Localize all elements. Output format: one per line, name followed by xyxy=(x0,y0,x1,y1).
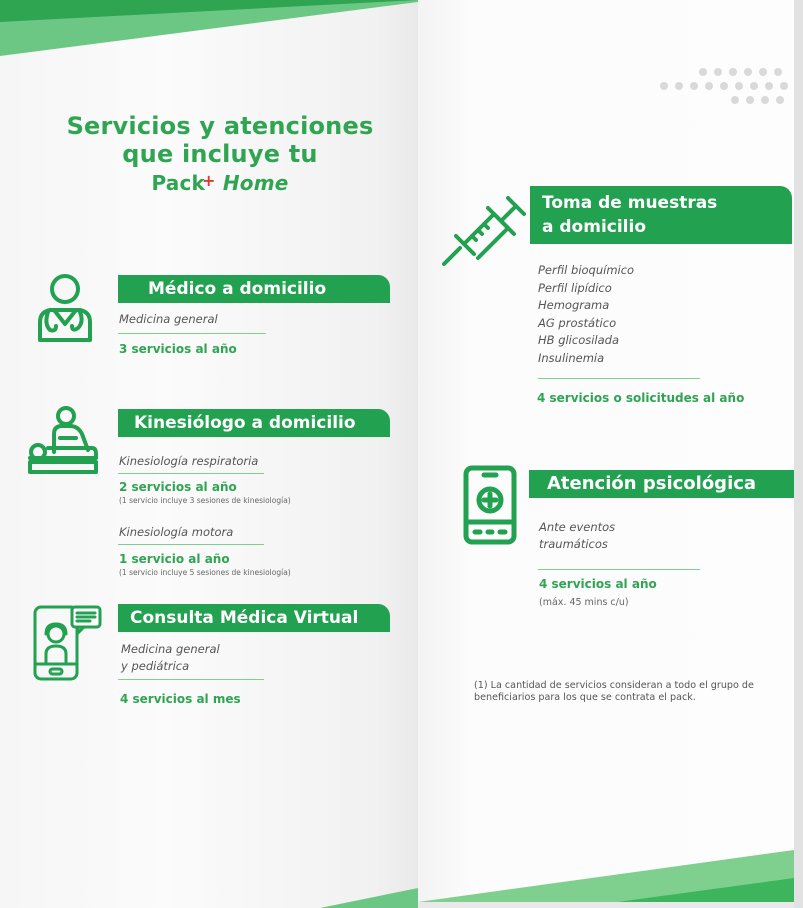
footnote: (1) La cantidad de servicios consideran a todo el grupo de beneficiarios para los que se contrata el pack. xyxy=(474,680,754,703)
title-line-1: Servicios y atenciones xyxy=(66,112,374,140)
test-item: Insulinemia xyxy=(538,350,605,365)
divider xyxy=(538,378,700,379)
top-green-band-decoration xyxy=(0,0,418,60)
divider xyxy=(118,473,264,474)
brand-logo xyxy=(40,168,400,198)
count-psicologica: 4 servicios al año xyxy=(539,577,657,591)
test-item: HB glicosilada xyxy=(538,333,620,347)
subtitle-medicina-general: Medicina general xyxy=(119,312,218,326)
divider xyxy=(118,679,264,680)
test-item: Perfil lipídico xyxy=(538,280,612,295)
banner-line-2: a domicilio xyxy=(542,217,647,237)
brand-home: Home xyxy=(222,171,289,195)
service-banner-kinesiologo: Kinesiólogo a domicilio xyxy=(118,409,390,437)
test-item: Hemograma xyxy=(538,298,610,312)
banner-line-1: Toma de muestras xyxy=(542,193,718,213)
subtitle-medicina-general-pediatrica xyxy=(121,641,220,675)
subtitle-kinesiologia-motora: Kinesiología motora xyxy=(119,525,234,539)
doctor-icon xyxy=(34,272,96,344)
count-kinesiologia-motora: 1 servicio al año xyxy=(119,552,230,566)
divider xyxy=(538,569,700,570)
subtitle-line-2: traumáticos xyxy=(539,537,608,551)
medical-app-phone-icon xyxy=(462,464,518,546)
page-edge xyxy=(794,0,803,908)
count-medico: 3 servicios al año xyxy=(119,342,237,356)
tests-list xyxy=(538,262,634,367)
test-item: Perfil bioquímico xyxy=(538,263,635,277)
count-toma-muestras: 4 servicios o solicitudes al año xyxy=(537,391,745,405)
brand-pack: Pack xyxy=(151,171,206,195)
service-banner-toma-muestras xyxy=(530,186,792,244)
subtitle-line-2: y pediátrica xyxy=(121,659,190,673)
subtitle-line-1: Ante eventos xyxy=(539,520,616,534)
right-panel xyxy=(418,0,794,908)
page-title xyxy=(40,112,400,198)
bottom-green-band-decoration xyxy=(418,850,794,908)
note-psicologica: (máx. 45 mins c/u) xyxy=(539,597,629,608)
subtitle-line-1: Medicina general xyxy=(121,642,220,656)
service-banner-consulta-virtual: Consulta Médica Virtual xyxy=(118,604,390,632)
brand-plus-icon: + xyxy=(202,171,216,190)
title-line-2: que incluye tu xyxy=(122,140,318,168)
physiotherapy-icon xyxy=(26,404,98,474)
divider xyxy=(118,544,264,545)
telemedicine-phone-icon xyxy=(32,604,102,682)
bottom-green-band-decoration xyxy=(0,880,418,908)
service-banner-medico: Médico a domicilio xyxy=(118,275,390,303)
divider xyxy=(118,333,266,334)
syringe-icon xyxy=(442,184,526,268)
service-banner-psicologica: Atención psicológica xyxy=(529,470,794,498)
subtitle-kinesiologia-respiratoria: Kinesiología respiratoria xyxy=(119,454,259,468)
count-kinesiologia-respiratoria: 2 servicios al año xyxy=(119,480,237,494)
note-kinesiologia-respiratoria: (1 servicio incluye 3 sesiones de kinesiología) xyxy=(119,496,291,505)
test-item: AG prostático xyxy=(538,315,617,330)
count-consulta-virtual: 4 servicios al mes xyxy=(120,692,241,706)
subtitle-eventos-traumaticos xyxy=(539,519,615,553)
note-kinesiologia-motora: (1 servicio incluye 5 sesiones de kinesiología) xyxy=(119,568,291,577)
